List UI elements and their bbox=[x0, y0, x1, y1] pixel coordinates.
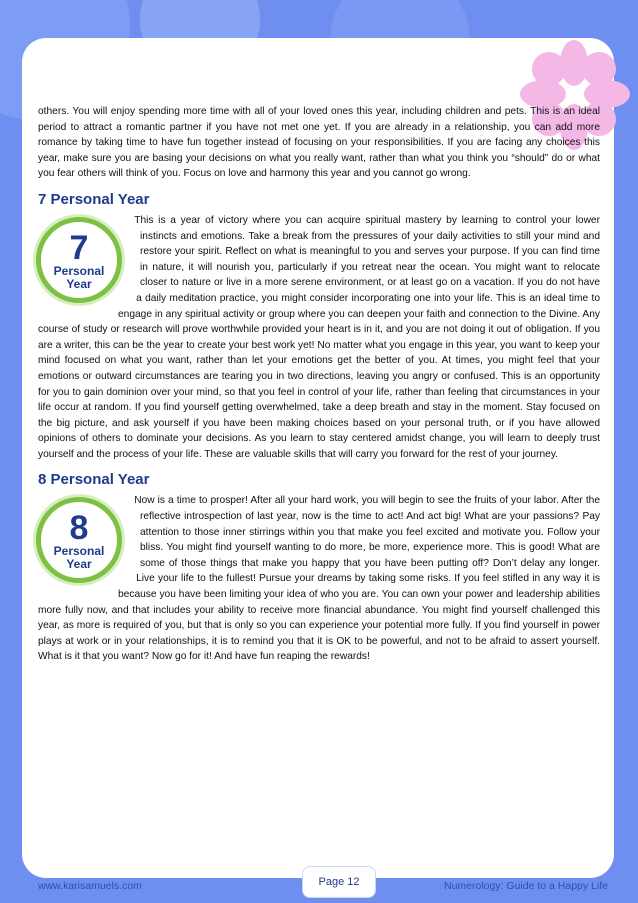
personal-year-badge-8 bbox=[28, 495, 136, 593]
personal-year-badge-7 bbox=[28, 215, 136, 313]
footer-book-title: Numerology: Guide to a Happy Life bbox=[443, 880, 608, 892]
section-8-paragraph: Now is a time to prosper! After all your hard work, you will begin to see the fruits of your labor. After the reflective introspection of last year, now is the time to act! And act big! What are your passions? Pay attention to those inner stirrings within you that make you feel excited and motivate you. Follow your bliss. You might find yourself wanting to do more, be more, experience more. This is good! What are some of those things that make you happy that you have been putting off? Don’t delay any longer. Live your life to the fullest! Pursue your dreams by taking some risks. If you feel stifled in any way it is because you have been limiting your idea of who you are. You can own your power and leadership abilities more fully now, and that includes your ability to receive more financial abundance. You might find yourself challenged this year, as more is required of you, but that is only so you can experience your potential more fully. If you find yourself in power plays at work or in your relationships, it is to remind you that it is OK to be powerful, and not to be afraid to assert yourself. What is it that you want? Now go for it! And have fun reaping the rewards! bbox=[38, 495, 600, 663]
intro-paragraph: others. You will enjoy spending more time with all of your loved ones this year, including children and pets. This is an ideal period to attract a romantic partner if you have not met one yet. If you are already in a relationship, you can add more romance by taking time to have fun together instead of focusing on your responsibilities. If you are facing any choices this year, make sure you are basing your decisions on what you really want, rather than what you think you “should” do or what you fear others will think of you. Focus on love and harmony this year and you cannot go wrong. bbox=[38, 106, 600, 180]
footer-website-link[interactable]: www.karisamuels.com bbox=[38, 880, 142, 892]
section-7-paragraph: This is a year of victory where you can acquire spiritual mastery by learning to control your lower instincts and emotions. Take a break from the pressures of your daily activities to still your mind and restore your spirit. Reflect on what is meaningful to you and serves your purpose. If you can find time in nature, it will nourish you, particularly if you retreat near the ocean. You might want to relocate closer to nature or live in a more serene environment, or at least go on a vacation. If you do not have a daily meditation practice, you might consider incorporating one into your life. This is an ideal time to engage in any spiritual activity or group where you can deepen your faith and connection to the Divine. Any course of study or research will prove worthwhile provided your heart is in it, and you are not doing it out of obligation. If you are a writer, this can be the year to create your best work yet! No matter what you engage in this year, you want to keep your mind focused on what you want, rather than let your emotions get the better of you. At times, you might feel that your emotions or outward circumstances are tearing you in two directions, leaving you angry or confused. This is an opportunity for you to gain dominion over your mind, so that you feel in control of your life, rather than feeling that circumstances in your life occur at random. If you find yourself getting overwhelmed, take a deep breath and stay in the moment. Stay focused on the big picture, and ask yourself if you have been making choices based on your personal truth, or if you have allowed opinions of others to dominate your decisions. As you learn to stay centered amidst change, you will learn to deeply trust yourself and the process of your life. These are valuable skills that will carry you forward for the rest of your journey. bbox=[38, 214, 600, 460]
section-heading-7: 7 Personal Year bbox=[38, 190, 150, 208]
badge-label: Personal bbox=[53, 263, 105, 278]
badge-number: 8 bbox=[69, 509, 89, 548]
badge-label: Year bbox=[66, 557, 92, 572]
badge-label: Personal bbox=[53, 544, 105, 559]
badge-number: 7 bbox=[69, 228, 89, 267]
badge-label: Year bbox=[66, 276, 92, 291]
section-7-body bbox=[38, 213, 600, 463]
page-number: Page 12 bbox=[302, 866, 376, 898]
section-8-body bbox=[38, 493, 600, 665]
section-heading-8: 8 Personal Year bbox=[38, 471, 150, 489]
page-content bbox=[38, 104, 600, 665]
